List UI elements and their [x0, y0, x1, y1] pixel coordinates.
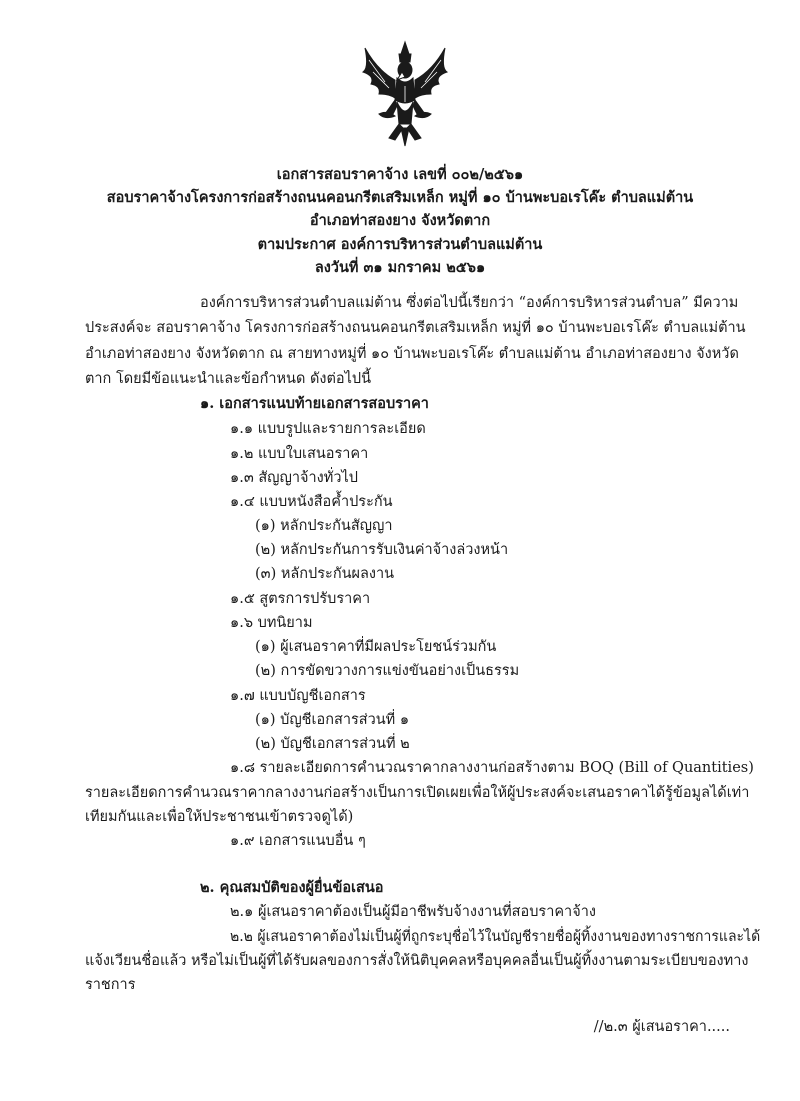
list-item: ๑.๒ แบบใบเสนอราคา	[230, 446, 369, 462]
intro-line: ประสงค์จะ สอบราคาจ้าง โครงการก่อสร้างถนนคอนกรีตเสริมเหล็ก หมู่ที่ ๑๐ บ้านพะบอเรโค๊ะ ตำบลแม่ต้าน	[85, 320, 746, 336]
district-line: อำเภอท่าสองยาง จังหวัดตาก	[309, 212, 491, 229]
section-2-heading: ๒. คุณสมบัติของผู้ยื่นข้อเสนอ	[200, 879, 384, 896]
list-subitem: (๒) หลักประกันการรับเงินค่าจ้างล่วงหน้า	[255, 542, 509, 558]
list-item: ๑.๙ เอกสารแนบอื่น ๆ	[230, 833, 366, 849]
list-subitem: (๒) บัญชีเอกสารส่วนที่ ๒	[255, 736, 410, 752]
announcement-line: ตามประกาศ องค์การบริหารส่วนตำบลแม่ต้าน	[257, 236, 543, 253]
list-subitem: (๑) บัญชีเอกสารส่วนที่ ๑	[255, 712, 410, 728]
list-item: ๒.๑ ผู้เสนอราคาต้องเป็นผู้มีอาชีพรับจ้างงานที่สอบราคาจ้าง	[230, 904, 596, 920]
list-subitem: (๓) หลักประกันผลงาน	[255, 566, 395, 582]
project-title: สอบราคาจ้างโครงการก่อสร้างถนนคอนกรีตเสริมเหล็ก หมู่ที่ ๑๐ บ้านพะบอเรโค๊ะ ตำบลแม่ต้าน	[106, 189, 694, 206]
list-item-continued: แจ้งเวียนชื่อแล้ว หรือไม่เป็นผู้ที่ได้รับผลของการสั่งให้นิติบุคคลหรือบุคคลอื่นเป็นผู้ทิ้งงานตามระเบียบของทาง	[85, 953, 749, 969]
list-subitem: (๑) หลักประกันสัญญา	[255, 518, 393, 534]
garuda-emblem-icon	[355, 40, 455, 148]
list-item-continued: เทียมกันและเพื่อให้ประชาชนเข้าตรวจดูได้)	[85, 809, 354, 825]
section-1-heading: ๑. เอกสารแนบท้ายเอกสารสอบราคา	[200, 395, 429, 412]
list-item: ๑.๔ แบบหนังสือค้ำประกัน	[230, 494, 393, 510]
date-line: ลงวันที่ ๓๑ มกราคม ๒๕๖๑	[314, 259, 486, 276]
intro-line: อำเภอท่าสองยาง จังหวัดตาก ณ สายทางหมู่ที่ ๑๐ บ้านพะบอเรโค๊ะ ตำบลแม่ต้าน อำเภอท่าสองยาง จังหวัด	[85, 346, 739, 362]
list-item: ๒.๒ ผู้เสนอราคาต้องไม่เป็นผู้ที่ถูกระบุชื่อไว้ในบัญชีรายชื่อผู้ทิ้งงานของทางราชการและได้	[230, 929, 761, 945]
list-item-continued: ราชการ	[85, 977, 136, 993]
list-item: ๑.๑ แบบรูปและรายการละเอียด	[230, 421, 426, 437]
intro-line: ตาก โดยมีข้อแนะนำและข้อกำหนด ดังต่อไปนี้	[85, 371, 372, 387]
list-item: ๑.๕ สูตรการปรับราคา	[230, 591, 371, 607]
list-item-continued: รายละเอียดการคำนวณราคากลางงานก่อสร้างเป็นการเปิดเผยเพื่อให้ผู้ประสงค์จะเสนอราคาได้รู้ข้อมูลได้เท่า	[85, 785, 750, 801]
continuation-note: //๒.๓ ผู้เสนอราคา.....	[593, 1019, 730, 1035]
list-item: ๑.๓ สัญญาจ้างทั่วไป	[230, 470, 358, 486]
list-item: ๑.๗ แบบบัญชีเอกสาร	[230, 688, 366, 704]
list-subitem: (๑) ผู้เสนอราคาที่มีผลประโยชน์ร่วมกัน	[255, 639, 497, 655]
list-item: ๑.๘ รายละเอียดการคำนวณราคากลางงานก่อสร้างตาม BOQ (Bill of Quantities)	[230, 760, 754, 776]
intro-line: องค์การบริหารส่วนตำบลแม่ต้าน ซึ่งต่อไปนี้เรียกว่า “องค์การบริหารส่วนตำบล” มีความ	[200, 295, 739, 311]
list-item: ๑.๖ บทนิยาม	[230, 615, 313, 631]
document-number: เอกสารสอบราคาจ้าง เลขที่ ๐๐๒/๒๕๖๑	[276, 166, 524, 183]
list-subitem: (๒) การขัดขวางการแข่งขันอย่างเป็นธรรม	[255, 663, 520, 679]
